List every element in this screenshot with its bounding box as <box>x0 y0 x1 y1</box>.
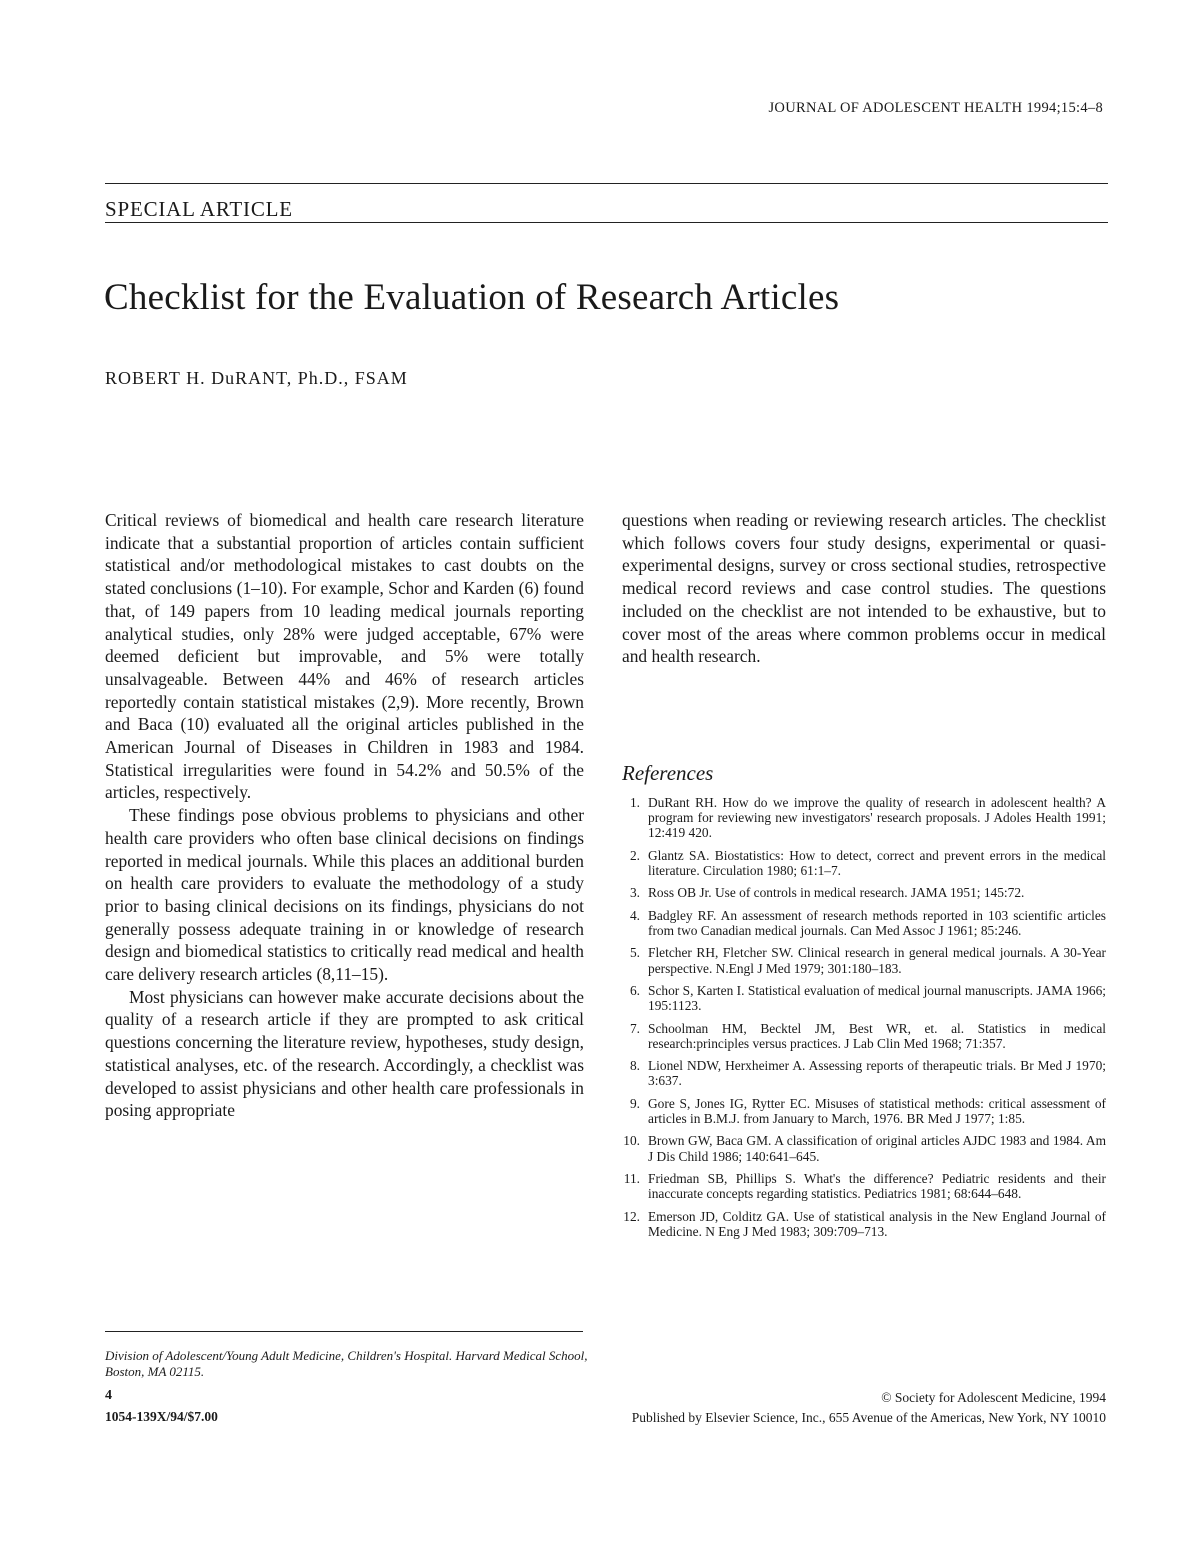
header-rule-bottom <box>105 222 1108 223</box>
body-paragraph: Critical reviews of biomedical and health care research literature indicate that a substantial proportion of articles contain sufficient statistical and/or methodological mistakes to cast doubts on the stated conclusions (1–10). For example, Schor and Karden (6) found that, of 149 papers from 10 leading medical journals reporting analytical studies, only 28% were judged acceptable, 67% were deemed deficient but improvable, and 5% were totally unsalvageable. Between 44% and 46% of research articles reportedly contain statistical mistakes (2,9). More recently, Brown and Baca (10) evaluated all the original articles published in the American Journal of Diseases in Children in 1983 and 1984. Statistical irregularities were found in 54.2% and 50.5% of the articles, respectively. <box>105 510 584 803</box>
reference-item <box>622 1133 1106 1163</box>
body-column-right <box>622 509 1106 668</box>
reference-number: 11. <box>623 1170 640 1186</box>
references-heading: References <box>622 761 714 785</box>
reference-text: DuRant RH. How do we improve the quality of research in adolescent health? A program for reviewing new investigators' research proposals. J Adoles Health 1991; 12:419 420. <box>648 795 1106 841</box>
reference-number: 8. <box>629 1058 640 1074</box>
reference-text: Schoolman HM, Becktel JM, Best WR, et. al. Statistics in medical research:principles versus practices. J Lab Clin Med 1968; 71:357. <box>648 1020 1106 1051</box>
publisher-line: Published by Elsevier Science, Inc., 655 Avenue of the Americas, New York, NY 10010 <box>631 1410 1106 1425</box>
body-paragraph: questions when reading or reviewing research articles. The checklist which follows covers four study designs, experimental or quasi-experimental designs, survey or cross sectional studies, retrospective medical record reviews and case control studies. The questions included on the checklist are not intended to be exhaustive, but to cover most of the areas where common problems occur in medical and health research. <box>622 510 1106 667</box>
reference-text: Gore S, Jones IG, Rytter EC. Misuses of statistical methods: critical assessment of articles in B.M.J. from January to March, 1976. BR Med J 1977; 1:85. <box>648 1095 1106 1126</box>
footnote-rule <box>105 1331 583 1332</box>
author-byline: ROBERT H. DuRANT, Ph.D., FSAM <box>105 368 408 388</box>
reference-text: Emerson JD, Colditz GA. Use of statistical analysis in the New England Journal of Medicine. N Eng J Med 1983; 309:709–713. <box>648 1208 1106 1239</box>
reference-item <box>622 885 1106 900</box>
reference-number: 10. <box>623 1133 640 1149</box>
body-column-left <box>105 509 584 1122</box>
reference-text: Fletcher RH, Fletcher SW. Clinical research in general medical journals. A 30-Year perspective. N.Engl J Med 1979; 301:180–183. <box>648 945 1106 976</box>
reference-item <box>622 848 1106 878</box>
reference-item <box>622 1096 1106 1126</box>
body-paragraph: Most physicians can however make accurate decisions about the quality of a research article if they are prompted to ask critical questions concerning the literature review, hypotheses, study design, statistical analyses, etc. of the research. Accordingly, a checklist was developed to assist physicians and other health care professionals in posing appropriate <box>105 986 584 1121</box>
reference-item <box>622 983 1106 1013</box>
reference-number: 12. <box>623 1208 640 1224</box>
references-list <box>622 795 1106 1246</box>
reference-item <box>622 1209 1106 1239</box>
reference-number: 7. <box>629 1020 640 1036</box>
copyright-line: © Society for Adolescent Medicine, 1994 <box>881 1390 1106 1405</box>
reference-number: 5. <box>629 945 640 961</box>
reference-text: Brown GW, Baca GM. A classification of original articles AJDC 1983 and 1984. Am J Dis Child 1986; 140:641–645. <box>648 1133 1106 1164</box>
page-number: 4 <box>105 1388 112 1403</box>
reference-number: 9. <box>629 1095 640 1111</box>
reference-text: Glantz SA. Biostatistics: How to detect, correct and prevent errors in the medical literature. Circulation 1980; 61:1–7. <box>648 847 1106 878</box>
body-paragraph: These findings pose obvious problems to physicians and other health care providers who often base clinical decisions on findings reported in medical journals. While this places an additional burden on health care providers to evaluate the methodology of a study prior to basing clinical decisions on its findings, physicians do not generally possess adequate training in or knowledge of research design and biomedical statistics to critically read medical and health care delivery research articles (8,11–15). <box>105 805 584 985</box>
journal-header: JOURNAL OF ADOLESCENT HEALTH 1994;15:4–8 <box>768 100 1103 116</box>
article-title: Checklist for the Evaluation of Research Articles <box>104 277 840 318</box>
section-label: SPECIAL ARTICLE <box>105 197 293 221</box>
reference-number: 1. <box>629 795 640 810</box>
reference-item <box>622 795 1106 841</box>
reference-number: 6. <box>629 982 640 998</box>
reference-item <box>622 1021 1106 1051</box>
reference-item <box>622 1058 1106 1088</box>
reference-number: 2. <box>629 847 640 863</box>
reference-item <box>622 1171 1106 1201</box>
author-affiliation: Division of Adolescent/Young Adult Medicine, Children's Hospital. Harvard Medical School, Boston, MA 02115. <box>105 1348 588 1379</box>
reference-text: Schor S, Karten I. Statistical evaluation of medical journal manuscripts. JAMA 1966; 195:1123. <box>648 982 1106 1014</box>
reference-number: 3. <box>629 885 640 901</box>
reference-item <box>622 908 1106 938</box>
issn-price: 1054-139X/94/$7.00 <box>105 1409 218 1424</box>
reference-text: Friedman SB, Phillips S. What's the difference? Pediatric residents and their inaccurate concepts regarding statistics. Pediatrics 1981; 68:644–648. <box>648 1170 1106 1202</box>
reference-number: 4. <box>629 907 640 923</box>
reference-text: Lionel NDW, Herxheimer A. Assessing reports of therapeutic trials. Br Med J 1970; 3:637. <box>648 1058 1106 1089</box>
reference-item <box>622 945 1106 975</box>
header-rule-top <box>105 183 1108 184</box>
reference-text: Ross OB Jr. Use of controls in medical research. JAMA 1951; 145:72. <box>648 885 1025 901</box>
reference-text: Badgley RF. An assessment of research methods reported in 103 scientific articles from two Canadian medical journals. Can Med Assoc J 1961; 85:246. <box>648 907 1106 938</box>
